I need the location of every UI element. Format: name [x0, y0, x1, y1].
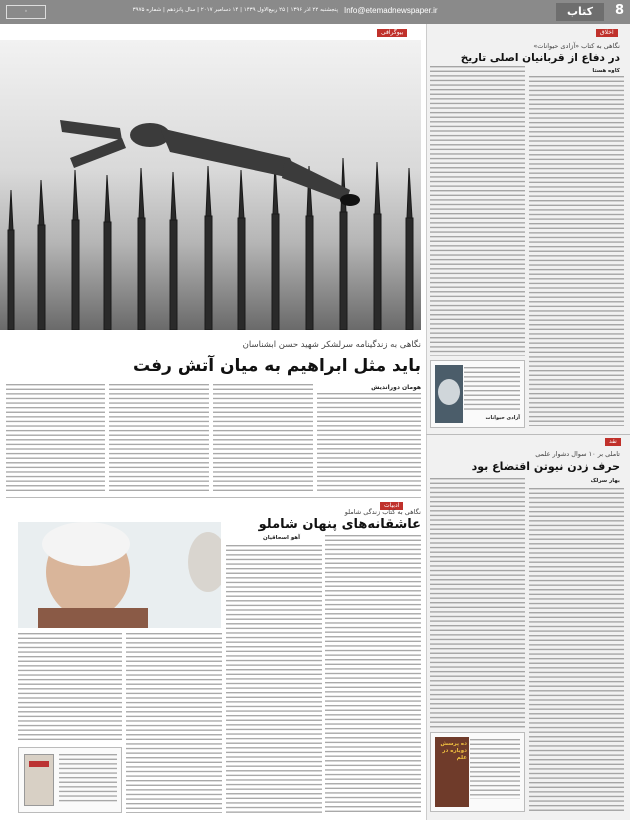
- page-header: [0, 0, 630, 24]
- shamlou-text-col-3: [126, 633, 222, 813]
- main-article-text-col-3: [109, 384, 209, 491]
- literature-tag: ادبیات: [380, 502, 403, 510]
- section-tag: بیوگرافی: [377, 29, 407, 37]
- sidebar-book-box-2: [430, 732, 525, 812]
- sidebar-book-cover: [435, 365, 463, 423]
- shamlou-byline: آهو اسحاقيان: [263, 535, 300, 541]
- sidebar-article1-col-1: [529, 76, 624, 426]
- sidebar-article1-col-2: [430, 66, 525, 356]
- sidebar-book-box: [430, 360, 525, 428]
- sidebar-book-label: آزادی حیوانات: [485, 415, 520, 421]
- dateline: پنجشنبه ۲۲ آذر ۱۳۹۶ | ۲۵ ربیع‌الاول ۱۴۳۹ | ۱۴ دسامبر ۲۰۱۷ | سال پانزدهم | شماره ۳۹۷۵: [132, 7, 338, 13]
- sidebar-book-cover-2-title: ده پرسش دوباره در علم: [440, 741, 467, 762]
- sidebar-tag: اخلاق: [596, 29, 618, 37]
- sidebar-article1-kicker: نگاهی به کتاب «آزادی حیوانات»: [533, 42, 620, 50]
- article-divider: [6, 497, 421, 498]
- shamlou-photo: [18, 522, 221, 628]
- main-article-text-col-2: [213, 384, 313, 491]
- shamlou-text-col-1: [226, 545, 322, 813]
- section-label: کتاب: [556, 3, 604, 21]
- sidebar-tag-2: نقد: [605, 438, 621, 446]
- sidebar-article2-col-2: [430, 478, 525, 728]
- main-article-byline: هومان دورانديش: [371, 384, 421, 391]
- main-article-photo: [0, 40, 421, 330]
- sidebar-article2-headline: حرف زدن نیوتن اقتضاع بود: [471, 460, 620, 473]
- shamlou-text-col-2: [325, 535, 421, 813]
- email-address: Info@etemadnewspaper.ir: [344, 6, 438, 15]
- main-article-kicker: نگاهی به زندگینامه سرلشکر شهید حسن ابشناسان: [242, 340, 421, 350]
- main-article-text-col-4: [6, 384, 105, 491]
- shamlou-book-box: [18, 747, 122, 813]
- shamlou-text-col-4: [18, 633, 122, 743]
- sidebar-article1-headline: در دفاع از قربانیان اصلی تاریخ: [460, 52, 620, 64]
- main-article-headline: باید مثل ابراهیم به میان آتش رفت: [133, 356, 421, 376]
- shamlou-book-cover: [24, 754, 54, 806]
- sidebar-book-cover-2: [435, 737, 469, 807]
- page-number: 8: [614, 3, 624, 18]
- sidebar-divider: [426, 434, 630, 435]
- sidebar-article2-col-1: [529, 488, 624, 813]
- sidebar-article1-byline: کاوه هستا: [592, 68, 620, 74]
- newspaper-logo: ◦: [6, 5, 46, 19]
- sidebar-article2-byline: بهار سرلک: [590, 478, 620, 484]
- shamlou-kicker: نگاهی به کتاب زندگی شاملو: [344, 508, 421, 516]
- shamlou-headline: عاشقانه‌های پنهان شاملو: [258, 517, 421, 532]
- sidebar-article2-kicker: تاملی بر ۱۰ سوال دشوار علمی: [535, 450, 620, 458]
- main-article-text-col-1: [317, 393, 421, 491]
